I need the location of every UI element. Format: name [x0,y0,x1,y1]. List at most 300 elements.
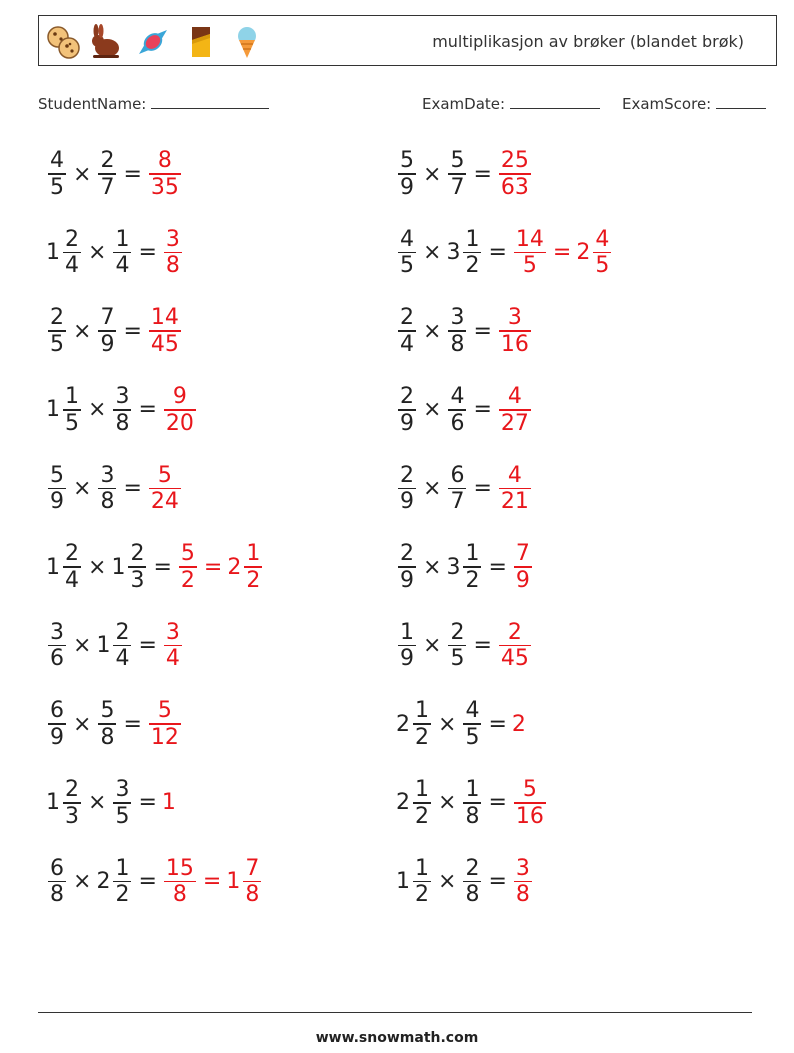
answer-value [497,305,533,357]
operand-a [396,620,418,672]
answer-value [512,541,534,593]
answer-value-denominator: 16 [515,803,544,829]
operand-a-numerator: 2 [400,541,414,567]
operand-a [46,856,68,908]
operand-a-fraction [48,463,66,515]
answer-value-fraction [164,856,196,908]
answer-mixed-denominator: 8 [245,882,260,908]
operand-a-numerator: 6 [50,855,64,881]
equals-sign: = [138,240,157,266]
answer-mixed-whole: 2 [576,240,591,266]
operand-b [96,856,133,908]
operand-b [446,227,483,279]
operand-a-denominator: 4 [65,567,79,593]
answer-value [497,620,533,672]
operand-a-denominator: 2 [415,882,429,908]
problem-item [396,771,548,835]
times-sign: × [438,868,457,894]
times-sign: × [88,790,107,816]
problem-item [396,221,613,285]
operand-a [46,463,68,515]
equals-sign: = [488,554,507,580]
ice-cream-icon [229,24,265,60]
operand-a-denominator: 6 [50,646,64,672]
operand-a-denominator: 9 [50,724,64,750]
operand-b-numerator: 2 [115,619,130,645]
answer-mixed-whole: 2 [227,554,242,580]
operand-b-whole: 2 [96,868,111,894]
answer-value-numerator: 2 [507,619,522,645]
operand-b-denominator: 5 [465,724,480,750]
operand-a [396,777,433,829]
operand-a-denominator: 5 [400,253,414,279]
operand-b [96,148,118,200]
answer [147,305,183,357]
operand-b [446,148,468,200]
operand-b-numerator: 1 [115,226,130,252]
worksheet-title: multiplikasjon av brøker (blandet brøk) [432,32,744,51]
operand-a [46,384,83,436]
answer-value-fraction [179,541,197,593]
operand-a [396,856,433,908]
operand-a-fraction [63,384,81,436]
operand-b [446,463,468,515]
equals-sign: = [488,240,507,266]
answer-value-whole: 1 [161,790,176,816]
operand-a-fraction [48,148,66,200]
answer [162,620,184,672]
answer-value-numerator: 3 [165,226,180,252]
operand-a [46,305,68,357]
exam-date-label: ExamDate: [422,95,506,113]
operand-b-denominator: 7 [450,489,465,515]
operand-a-whole: 2 [396,790,410,816]
problem-item [46,771,177,835]
operand-b-denominator: 8 [100,724,115,750]
operand-b-fraction [448,463,466,515]
answer-value [162,790,177,815]
student-name-field [38,94,269,113]
operand-a-numerator: 1 [65,384,79,410]
answer-value-denominator: 2 [180,567,195,593]
operand-a-numerator: 2 [65,541,79,567]
operand-b-fraction [98,305,116,357]
answer-value [497,463,533,515]
operand-b-denominator: 7 [100,174,115,200]
answer [497,620,533,672]
answer [497,463,533,515]
equals-sign: = [123,475,142,501]
operand-a-fraction [398,541,416,593]
operand-b [461,698,483,750]
answer-value-fraction [499,384,531,436]
operand-b-denominator: 8 [450,331,465,357]
answer-mixed-fraction [593,227,611,279]
problem-item [396,614,533,678]
answer-value-fraction [514,541,532,593]
equals-sign: = [473,397,492,423]
answer [512,856,534,908]
operand-b-numerator: 5 [450,148,465,174]
operand-b-numerator: 7 [100,305,115,331]
operand-b [96,305,118,357]
operand-b-denominator: 2 [465,567,480,593]
answer-value-fraction [499,463,531,515]
operand-a-whole: 1 [396,868,410,894]
operand-b-numerator: 1 [465,777,480,803]
problem-item [46,692,183,756]
exam-score-field [622,94,766,113]
times-sign: × [423,554,442,580]
answer-value-denominator: 63 [500,174,529,200]
operand-b [111,777,133,829]
operand-a-numerator: 1 [400,619,414,645]
operand-b-numerator: 1 [115,855,130,881]
exam-score-blank[interactable] [716,94,766,109]
operand-a-fraction [48,856,66,908]
answer-value [147,463,183,515]
answer-value-denominator: 24 [150,489,179,515]
answer-value-numerator: 15 [165,855,194,881]
operand-b-numerator: 1 [465,226,480,252]
operand-a-denominator: 9 [400,567,414,593]
operand-a-denominator: 9 [400,646,414,672]
answer-mixed-fraction [244,541,262,593]
operand-a-whole: 1 [46,397,60,423]
answer-value [147,305,183,357]
operand-b-numerator: 5 [100,698,115,724]
times-sign: × [423,240,442,266]
exam-date-blank[interactable] [510,94,600,109]
operand-a-numerator: 2 [65,226,79,252]
operand-a-fraction [413,856,431,908]
answer-value [177,541,199,593]
footer-website: www.snowmath.com [315,1030,479,1046]
times-sign: × [423,475,442,501]
answer-value-numerator: 25 [500,148,529,174]
operand-a-denominator: 5 [65,410,79,436]
operand-b [446,541,483,593]
times-sign: × [88,397,107,423]
answer-value-numerator: 5 [180,541,195,567]
operand-b-denominator: 4 [115,646,130,672]
operand-a-denominator: 9 [400,410,414,436]
answer-value-fraction [499,148,531,200]
answer-value-numerator: 8 [157,148,172,174]
answer [147,463,183,515]
operand-a-whole: 1 [46,790,60,816]
equals-sign: = [138,790,157,816]
student-name-blank[interactable] [151,94,269,109]
answer-value-denominator: 12 [150,724,179,750]
equals-sign: = [138,633,157,659]
answer-value-denominator: 45 [150,331,179,357]
operand-a-numerator: 2 [50,305,64,331]
problem-item [396,535,534,599]
operand-a [396,384,418,436]
answer-value-fraction [514,227,546,279]
operand-a-fraction [398,305,416,357]
equals-sign: = [488,711,507,737]
answer-equals-sign: = [202,868,222,894]
operand-b-fraction [463,227,481,279]
answer-value-denominator: 8 [172,882,187,908]
times-sign: × [423,397,442,423]
answer-value-numerator: 5 [157,698,172,724]
operand-a-numerator: 2 [400,305,414,331]
equals-sign: = [473,633,492,659]
equals-sign: = [488,868,507,894]
operand-b-denominator: 8 [115,410,130,436]
answer-value-denominator: 4 [165,646,180,672]
answer-value-denominator: 35 [150,174,179,200]
equals-sign: = [153,554,172,580]
operand-b [446,384,468,436]
answer-value-denominator: 20 [165,410,194,436]
operand-b-fraction [128,541,146,593]
problem-item [396,849,534,913]
operand-a-fraction [398,463,416,515]
operand-a-denominator: 4 [400,331,414,357]
answer [162,856,263,908]
problem-item [46,299,183,363]
header-box [38,15,777,66]
answer-mixed-whole: 1 [226,868,241,894]
answer-mixed-numerator: 7 [245,855,260,881]
operand-a-denominator: 9 [400,489,414,515]
operand-b [461,777,483,829]
operand-b-fraction [448,148,466,200]
operand-a-fraction [413,698,431,750]
answer-value-denominator: 9 [515,567,530,593]
times-sign: × [438,711,457,737]
operand-b-numerator: 3 [450,305,465,331]
answer-value [162,856,198,908]
problem-item [396,692,527,756]
answer [512,712,527,737]
student-name-label: StudentName: [38,95,147,113]
operand-a [396,227,418,279]
operand-a-whole: 2 [396,711,410,737]
answer-value-fraction [149,463,181,515]
operand-b-fraction [98,463,116,515]
operand-b-denominator: 8 [465,803,480,829]
operand-a [46,148,68,200]
times-sign: × [73,318,92,344]
problem-item [46,221,184,285]
operand-b-denominator: 9 [100,331,115,357]
operand-b [96,620,133,672]
operand-b-fraction [113,620,131,672]
problem-item [46,849,263,913]
answer-value [497,148,533,200]
answer-mixed [576,227,613,279]
answer-value-numerator: 14 [515,226,544,252]
operand-b-numerator: 2 [450,619,465,645]
operand-b [96,463,118,515]
answer-value [147,148,183,200]
answer [497,148,533,200]
operand-b-fraction [113,777,131,829]
operand-b-denominator: 6 [450,410,465,436]
equals-sign: = [473,161,492,187]
equals-sign: = [488,790,507,816]
operand-a-denominator: 9 [400,174,414,200]
answer [162,790,177,815]
operand-b-numerator: 3 [115,777,130,803]
operand-b [111,541,148,593]
operand-a-numerator: 5 [50,462,64,488]
cookies-icon [45,24,81,60]
operand-a-numerator: 6 [50,698,64,724]
operand-b-fraction [463,856,481,908]
operand-a-fraction [413,777,431,829]
answer [512,777,548,829]
answer-value-numerator: 3 [507,305,522,331]
answer-value-fraction [499,305,531,357]
operand-b [461,856,483,908]
operand-a [396,148,418,200]
answer-value-fraction [164,384,196,436]
answer-value-denominator: 5 [522,253,537,279]
operand-a-numerator: 2 [400,462,414,488]
answer-value-numerator: 5 [522,777,537,803]
answer [162,384,198,436]
operand-a [396,541,418,593]
exam-date-field [422,94,600,113]
answer-value-fraction [149,698,181,750]
times-sign: × [88,240,107,266]
operand-a-denominator: 8 [50,882,64,908]
operand-a-numerator: 1 [415,777,429,803]
operand-b-fraction [113,384,131,436]
answer-mixed-denominator: 5 [595,253,610,279]
answer [177,541,264,593]
answer-value-denominator: 45 [500,646,529,672]
operand-b-denominator: 4 [115,253,130,279]
operand-b [111,384,133,436]
operand-a-whole: 1 [46,554,60,580]
answer-value [512,227,548,279]
operand-a-denominator: 9 [50,489,64,515]
times-sign: × [438,790,457,816]
answer-value-denominator: 8 [165,253,180,279]
answer-mixed-numerator: 1 [246,541,261,567]
answer-value [512,712,527,737]
operand-a-fraction [398,384,416,436]
operand-b-numerator: 4 [450,384,465,410]
operand-b-numerator: 3 [100,462,115,488]
operand-b [96,698,118,750]
operand-b-denominator: 5 [115,803,130,829]
operand-a [396,698,433,750]
answer-equals-sign: = [203,554,223,580]
times-sign: × [423,633,442,659]
exam-score-label: ExamScore: [622,95,712,113]
equals-sign: = [138,868,157,894]
footer-divider [38,1012,752,1013]
times-sign: × [73,711,92,737]
operand-a-numerator: 3 [50,619,64,645]
operand-b-numerator: 2 [465,855,480,881]
operand-b-whole: 1 [111,554,126,580]
operand-a [396,463,418,515]
operand-b-numerator: 1 [465,541,480,567]
answer-value-numerator: 4 [507,462,522,488]
chocolate-bunny-icon [87,24,123,60]
operand-b-whole: 1 [96,633,111,659]
answer-value-denominator: 8 [515,882,530,908]
operand-a-numerator: 4 [50,148,64,174]
operand-b-fraction [448,384,466,436]
operand-b-whole: 3 [446,554,461,580]
answer [497,305,533,357]
operand-a-fraction [398,620,416,672]
answer-value-numerator: 9 [172,384,187,410]
times-sign: × [73,868,92,894]
operand-b-denominator: 2 [115,882,130,908]
operand-b-numerator: 2 [130,541,145,567]
operand-a [46,227,83,279]
operand-a [46,698,68,750]
operand-a [46,620,68,672]
operand-b [446,620,468,672]
answer-value-fraction [164,227,182,279]
times-sign: × [88,554,107,580]
problem-item [46,456,183,520]
problem-item [396,299,533,363]
operand-b-fraction [448,305,466,357]
answer-value-fraction [149,305,181,357]
operand-b-numerator: 4 [465,698,480,724]
answer [512,227,613,279]
problem-item [46,142,183,206]
operand-a-numerator: 4 [400,226,414,252]
answer-value-denominator: 21 [500,489,529,515]
problem-item [46,535,264,599]
operand-a-denominator: 4 [65,253,79,279]
operand-b-fraction [113,227,131,279]
times-sign: × [73,161,92,187]
operand-b-denominator: 8 [100,489,115,515]
times-sign: × [73,633,92,659]
answer-mixed [227,541,264,593]
answer-value-fraction [514,856,532,908]
operand-a [46,541,83,593]
answer-value-numerator: 3 [165,619,180,645]
answer-value [162,620,184,672]
times-sign: × [423,318,442,344]
operand-a-fraction [48,698,66,750]
operand-a-denominator: 5 [50,174,64,200]
operand-a-fraction [398,227,416,279]
answer-mixed-fraction [243,856,261,908]
operand-b-denominator: 5 [450,646,465,672]
operand-a-numerator: 2 [400,384,414,410]
answer [512,541,534,593]
operand-a-fraction [63,227,81,279]
operand-a-numerator: 1 [415,855,429,881]
operand-b-denominator: 7 [450,174,465,200]
equals-sign: = [123,711,142,737]
answer-mixed-numerator: 4 [595,226,610,252]
answer-value-denominator: 16 [500,331,529,357]
equals-sign: = [473,318,492,344]
answer-value [512,777,548,829]
answer-value-numerator: 14 [150,305,179,331]
answer-value-numerator: 7 [515,541,530,567]
operand-b-fraction [113,856,131,908]
